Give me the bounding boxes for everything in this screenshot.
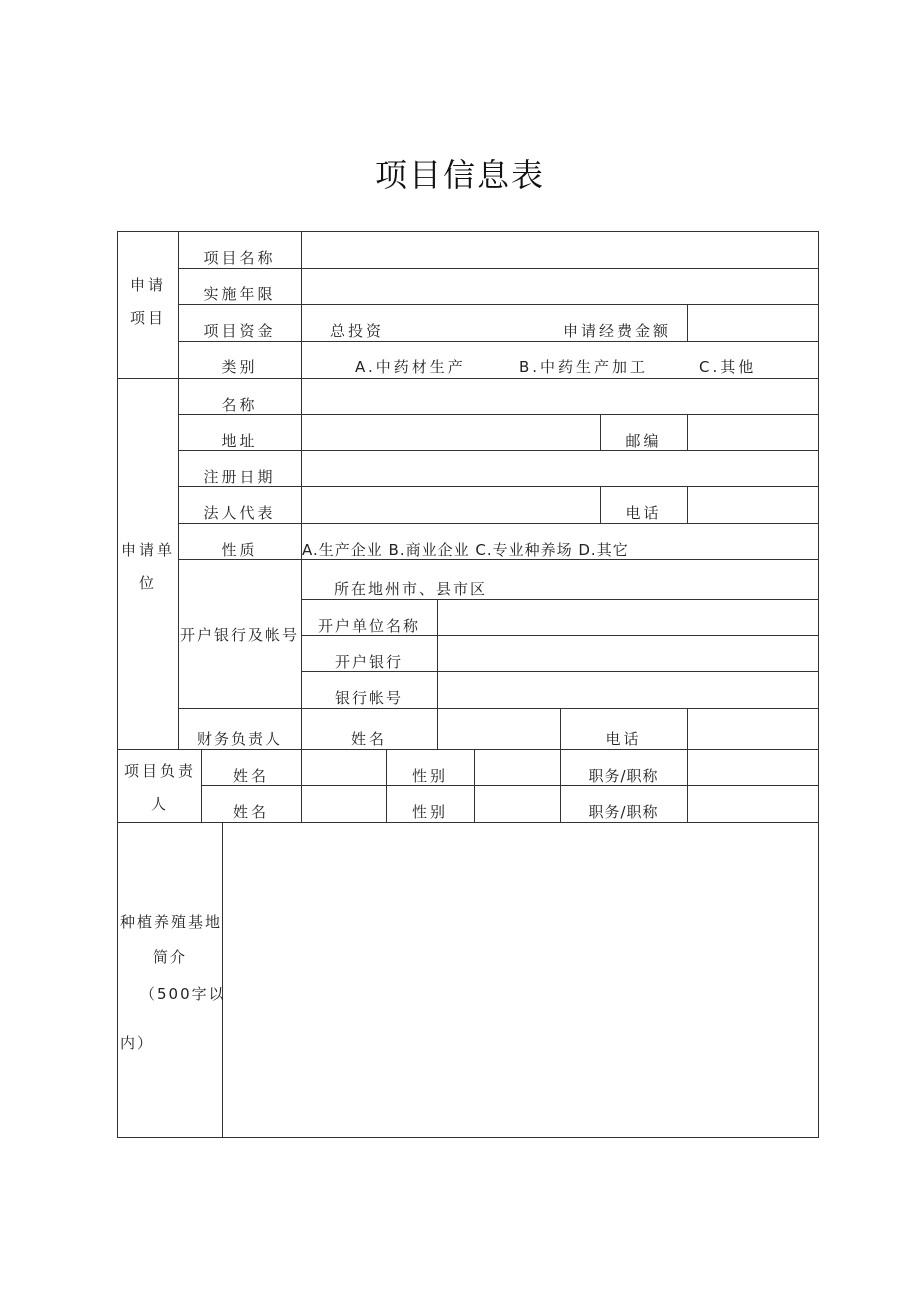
finance-name-label: 姓名 xyxy=(350,729,387,748)
account-name-label: 开户单位名称 xyxy=(317,616,420,635)
postcode-field[interactable] xyxy=(688,422,818,458)
leader-gender-field[interactable] xyxy=(475,757,560,793)
account-number-label: 银行帐号 xyxy=(334,689,403,707)
base-intro-field[interactable] xyxy=(223,823,818,1137)
leader-name-field[interactable] xyxy=(302,757,386,793)
unit-name-label: 名称 xyxy=(221,395,258,414)
bank-name-field[interactable] xyxy=(438,643,818,679)
leader-gender-label: 性别 xyxy=(411,766,448,785)
project-name-field[interactable] xyxy=(301,239,818,276)
unit-name-field[interactable] xyxy=(301,386,818,422)
registration-date-label: 注册日期 xyxy=(203,467,276,486)
requested-amount-field[interactable] xyxy=(688,312,818,349)
leader-gender-label: 性别 xyxy=(411,803,448,821)
base-intro-label: 种植养殖基地 简介 （500字以 内） xyxy=(120,913,226,1052)
legal-representative-field[interactable] xyxy=(301,494,600,531)
project-name-label: 项目名称 xyxy=(203,249,276,267)
finance-phone-field[interactable] xyxy=(688,718,818,758)
leader-title-label: 职务/职称 xyxy=(588,766,659,785)
postcode-label: 邮编 xyxy=(625,431,662,450)
section-header-leader: 项目负责 人 xyxy=(123,762,196,813)
implementation-period-field[interactable] xyxy=(301,275,818,312)
total-investment-field[interactable] xyxy=(450,312,550,349)
legal-representative-label: 法人代表 xyxy=(203,504,276,522)
nature-label: 性质 xyxy=(221,540,258,559)
bank-account-label: 开户银行及帐号 xyxy=(179,625,299,644)
account-name-field[interactable] xyxy=(438,607,818,643)
requested-amount-label: 申请经费金额 xyxy=(563,322,672,340)
location-label: 所在地州市、县市区 xyxy=(334,579,488,598)
phone-label: 电话 xyxy=(625,504,662,522)
implementation-period-label: 实施年限 xyxy=(203,285,276,303)
total-investment-label: 总投资 xyxy=(330,322,385,340)
category-option-c[interactable]: C.其他 xyxy=(699,358,757,376)
leader-name-label: 姓名 xyxy=(232,803,269,821)
page-title: 项目信息表 xyxy=(374,156,545,194)
finance-name-field[interactable] xyxy=(438,718,560,758)
account-number-field[interactable] xyxy=(438,679,818,716)
registration-date-field[interactable] xyxy=(301,458,818,494)
address-label: 地址 xyxy=(221,431,258,450)
nature-options[interactable]: A.生产企业 B.商业企业 C.专业种养场 D.其它 xyxy=(302,540,629,559)
category-label: 类别 xyxy=(221,358,258,376)
category-option-a[interactable]: A.中药材生产 xyxy=(355,358,466,376)
finance-phone-label: 电话 xyxy=(605,729,642,748)
leader-name-label: 姓名 xyxy=(232,766,269,785)
section-header-unit: 申请单 位 xyxy=(120,541,175,592)
bank-name-label: 开户银行 xyxy=(334,652,403,671)
finance-head-label: 财务负责人 xyxy=(196,729,282,748)
section-header-project: 申请 项目 xyxy=(129,276,166,327)
leader-title-label: 职务/职称 xyxy=(588,803,659,821)
category-option-b[interactable]: B.中药生产加工 xyxy=(519,358,649,376)
phone-field[interactable] xyxy=(688,494,818,531)
address-field[interactable] xyxy=(301,422,600,458)
project-funds-label: 项目资金 xyxy=(203,322,276,340)
leader-title-field[interactable] xyxy=(688,757,818,793)
